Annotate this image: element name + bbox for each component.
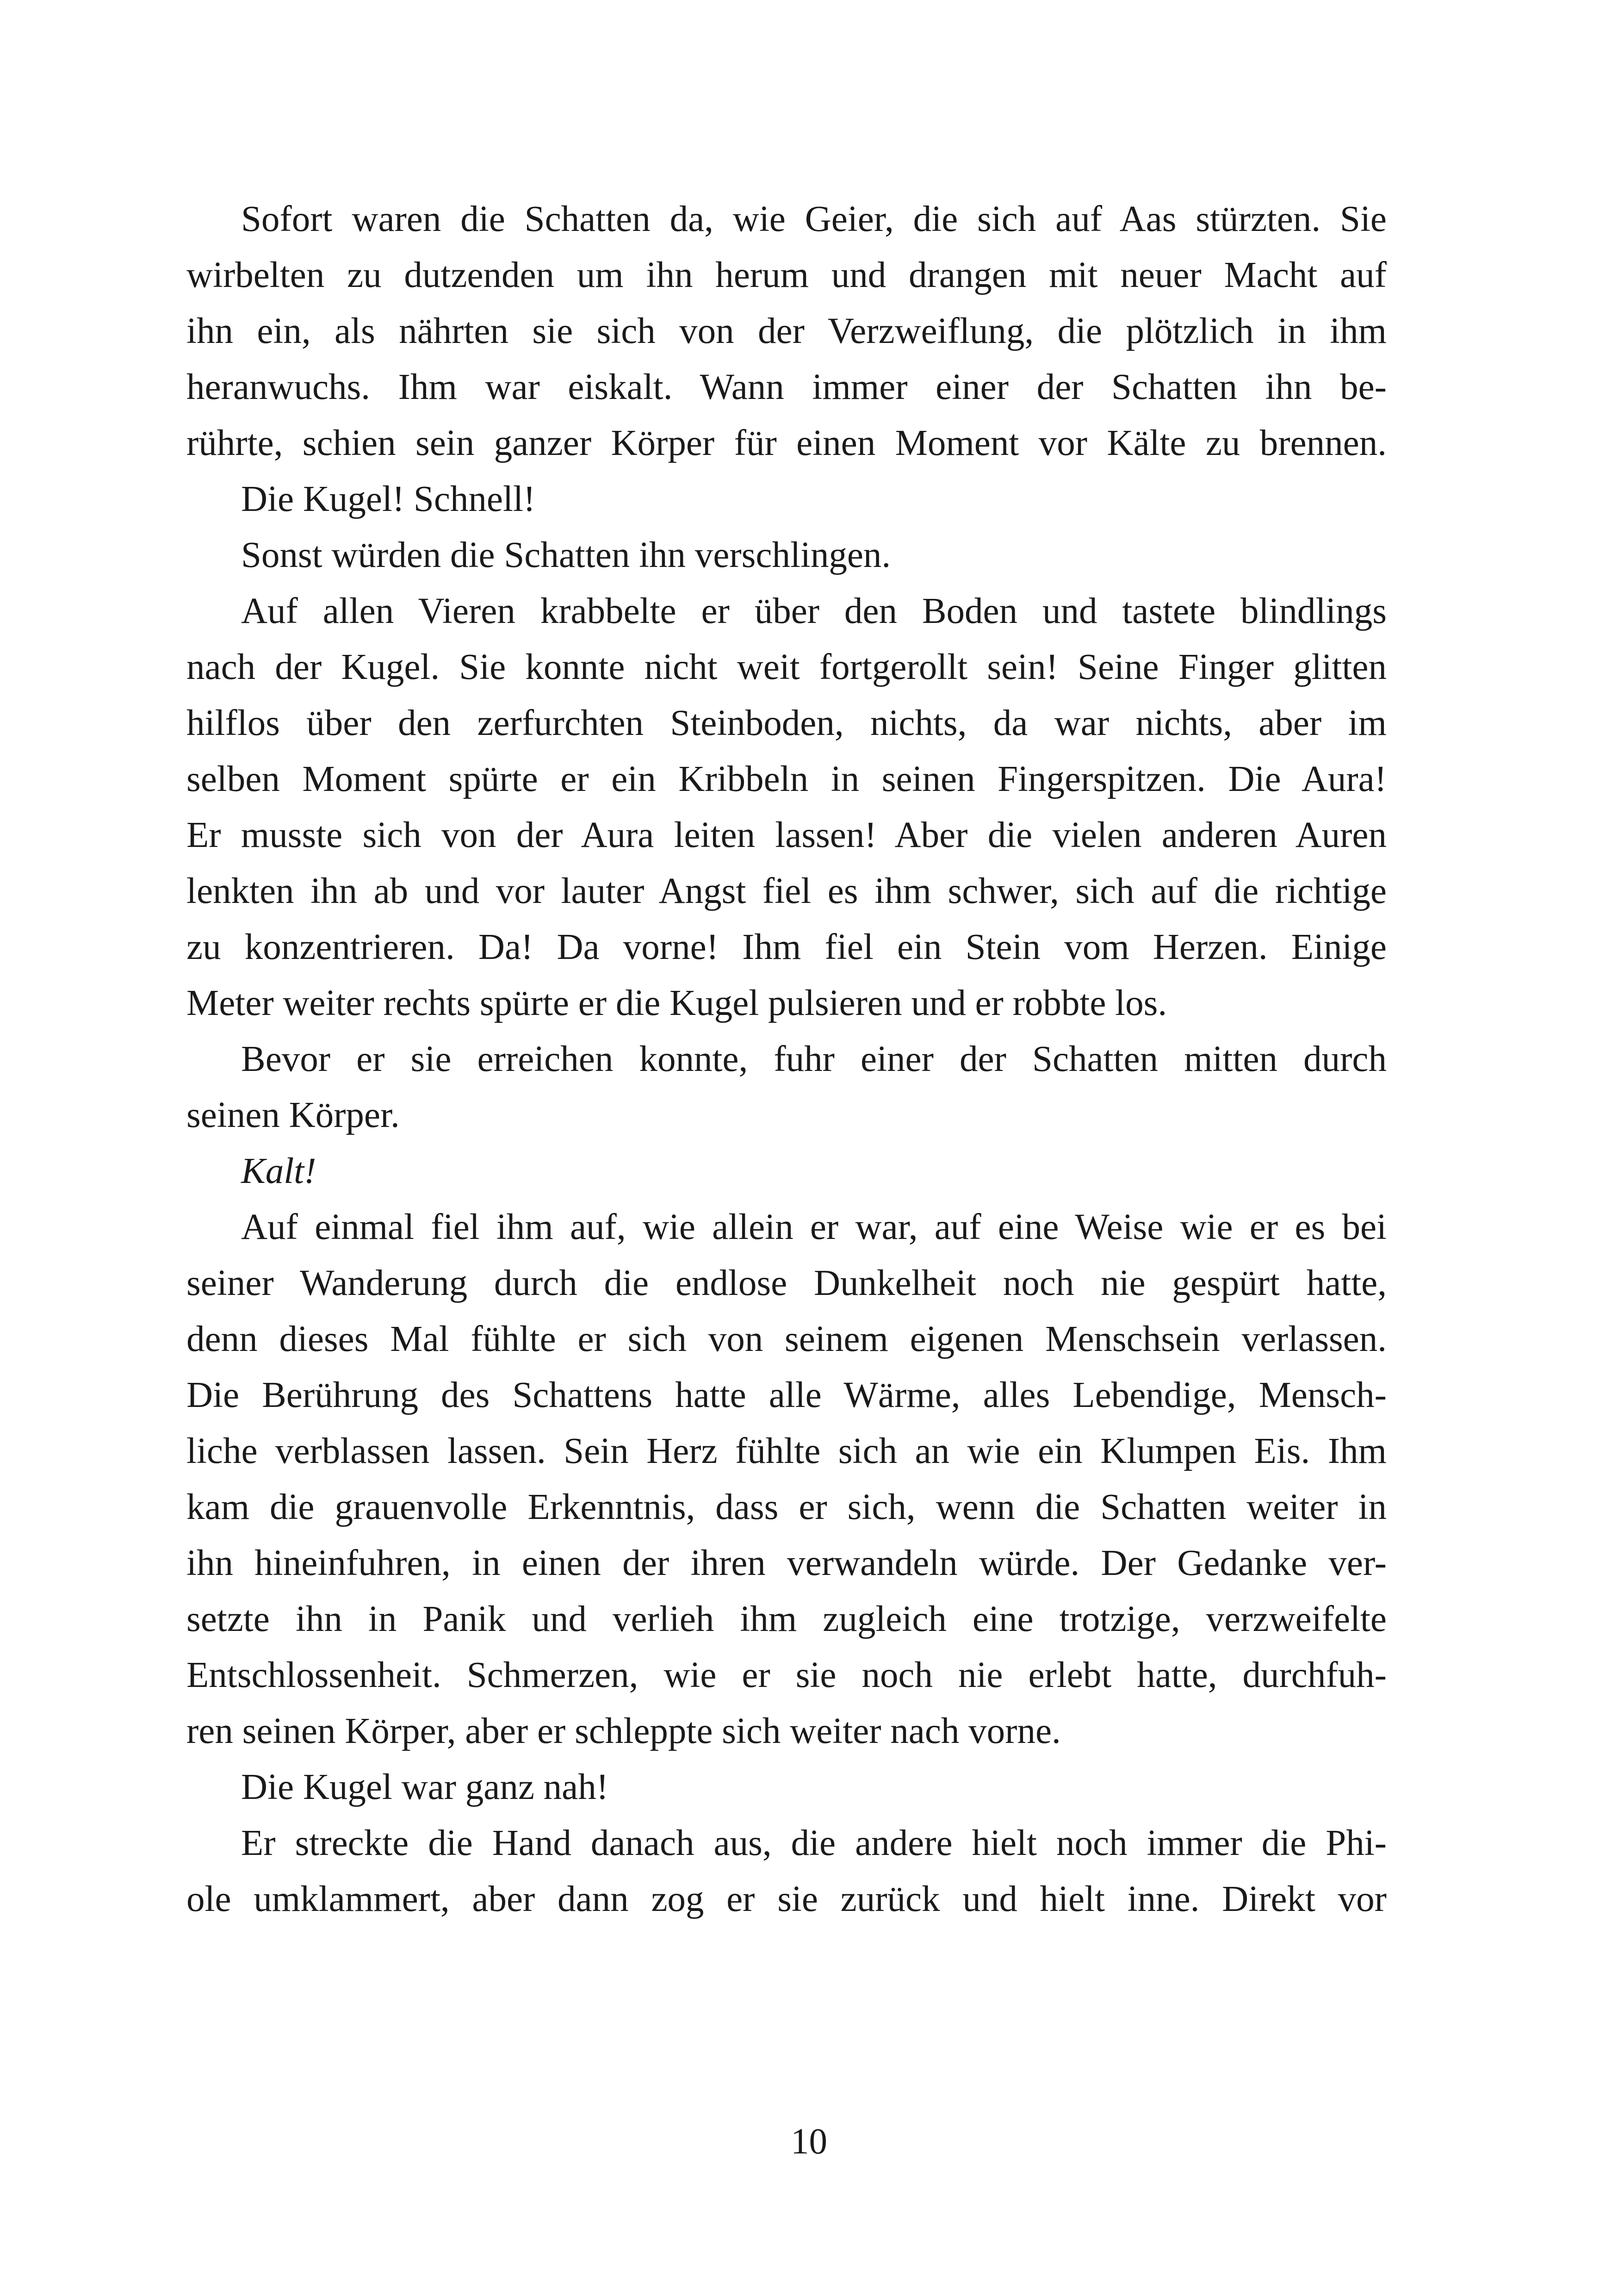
text-line: wirbelten zu dutzenden um ihn herum und drangen mit neuer Macht auf <box>186 255 1387 295</box>
text-line: Sofort waren die Schatten da, wie Geier, die sich auf Aas stürzten. Sie <box>241 199 1387 239</box>
text-line: ole umklammert, aber dann zog er sie zurück und hielt inne. Direkt vor <box>186 1879 1387 1919</box>
text-line: ihn ein, als nährten sie sich von der Verzweiflung, die plötzlich in ihm <box>186 311 1387 351</box>
text-line: Die Kugel war ganz nah! <box>241 1767 609 1807</box>
text-line: ihn hineinfuhren, in einen der ihren verwandeln würde. Der Gedanke ver- <box>186 1543 1387 1583</box>
page-number: 10 <box>791 2122 827 2162</box>
text-line: ren seinen Körper, aber er schleppte sich weiter nach vorne. <box>186 1711 1061 1751</box>
text-line: seiner Wanderung durch die endlose Dunkelheit noch nie gespürt hatte, <box>186 1263 1387 1303</box>
text-line: seinen Körper. <box>186 1095 400 1135</box>
text-line: heranwuchs. Ihm war eiskalt. Wann immer einer der Schatten ihn be- <box>186 367 1387 407</box>
text-line: zu konzentrieren. Da! Da vorne! Ihm fiel ein Stein vom Herzen. Einige <box>186 927 1387 967</box>
text-line: nach der Kugel. Sie konnte nicht weit fortgerollt sein! Seine Finger glitten <box>186 647 1387 687</box>
text-line: denn dieses Mal fühlte er sich von seinem eigenen Menschsein verlassen. <box>186 1319 1387 1359</box>
text-line: Meter weiter rechts spürte er die Kugel pulsieren und er robbte los. <box>186 983 1167 1023</box>
text-line: Auf allen Vieren krabbelte er über den Boden und tastete blindlings <box>241 591 1387 631</box>
text-line: Die Kugel! Schnell! <box>241 479 536 519</box>
text-line: Die Berührung des Schattens hatte alle Wärme, alles Lebendige, Mensch- <box>186 1375 1387 1415</box>
text-line: selben Moment spürte er ein Kribbeln in seinen Fingerspitzen. Die Aura! <box>186 759 1387 799</box>
text-line: Er streckte die Hand danach aus, die andere hielt noch immer die Phi- <box>241 1823 1387 1863</box>
text-line: Entschlossenheit. Schmerzen, wie er sie noch nie erlebt hatte, durchfuh- <box>186 1655 1387 1695</box>
text-line: liche verblassen lassen. Sein Herz fühlte sich an wie ein Klumpen Eis. Ihm <box>186 1431 1387 1471</box>
text-line: Auf einmal fiel ihm auf, wie allein er war, auf eine Weise wie er es bei <box>241 1207 1387 1247</box>
text-line: Bevor er sie erreichen konnte, fuhr einer der Schatten mitten durch <box>241 1039 1387 1079</box>
text-line: setzte ihn in Panik und verlieh ihm zugleich eine trotzige, verzweifelte <box>186 1599 1387 1639</box>
text-line: Er musste sich von der Aura leiten lassen! Aber die vielen anderen Auren <box>186 815 1387 855</box>
text-line: Sonst würden die Schatten ihn verschlingen. <box>241 535 891 575</box>
text-line: hilflos über den zerfurchten Steinboden, nichts, da war nichts, aber im <box>186 703 1387 743</box>
text-line: lenkten ihn ab und vor lauter Angst fiel es ihm schwer, sich auf die richtige <box>186 871 1387 911</box>
body-text <box>186 191 1387 1927</box>
text-line: rührte, schien sein ganzer Körper für einen Moment vor Kälte zu brennen. <box>186 423 1387 463</box>
text-line: kam die grauenvolle Erkenntnis, dass er sich, wenn die Schatten weiter in <box>186 1487 1387 1527</box>
text-line: Kalt! <box>241 1151 316 1191</box>
